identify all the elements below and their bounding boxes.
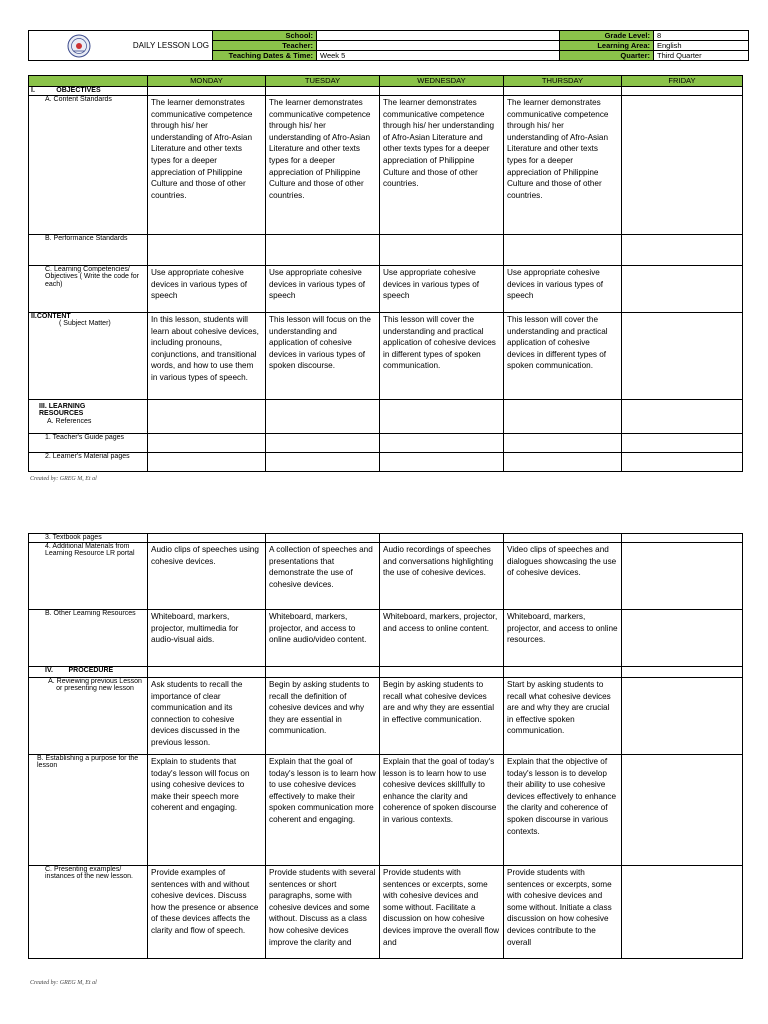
reviewing-monday: Ask students to recall the importance of clear communication and its connection to cohesive devices discussed in the previous lesson. [148, 678, 266, 755]
teacher-value [317, 41, 560, 51]
cell [148, 235, 266, 266]
competencies-friday [622, 266, 743, 313]
cell [148, 667, 266, 678]
competencies-wednesday: Use appropriate cohesive devices in various types of speech [380, 266, 504, 313]
other-thursday: Whiteboard, markers, projector, and access to online resources. [504, 610, 622, 667]
additional-tuesday: A collection of speeches and presentations that demonstrate the use of cohesive devices. [266, 543, 380, 610]
other-tuesday: Whiteboard, markers, projector, and access to online audio/video content. [266, 610, 380, 667]
competencies-label: C. Learning Competencies/ Objectives ( Write the code for each) [29, 266, 148, 313]
performance-standards-label: B. Performance Standards [29, 235, 148, 266]
corner-cell [29, 76, 148, 87]
purpose-wednesday: Explain that the goal of today's lesson is to learn how to use cohesive devices skillfully to enhance the clarity and coherence of spoken discourse in various contexts. [380, 755, 504, 866]
day-header-friday: FRIDAY [622, 76, 743, 87]
cell [622, 87, 743, 96]
cell [266, 87, 380, 96]
other-monday: Whiteboard, markers, projector, multimedia for audio-visual aids. [148, 610, 266, 667]
reviewing-tuesday: Begin by asking students to recall the definition of cohesive devices and why they are essential in communication. [266, 678, 380, 755]
quarter-value: Third Quarter [654, 51, 749, 61]
presenting-thursday: Provide students with sentences or excerpts, some with cohesive devices and some without. Initiate a class discussion on how cohesive devices contribute to the overall [504, 866, 622, 959]
footer-credit-page2: Created by: GREG M, Et al [30, 980, 97, 986]
presenting-monday: Provide examples of sentences with and without cohesive devices. Discuss how the presence or absence of these devices affects the clarity and flow of speech. [148, 866, 266, 959]
additional-friday [622, 543, 743, 610]
presenting-label: C. Presenting examples/ instances of the new lesson. [29, 866, 148, 959]
content-standards-monday: The learner demonstrates communicative competence through his/ her understanding of Afro-Asian Literature and other texts types for a deeper appreciation of Philippine Culture and those of other countries. [148, 96, 266, 235]
cell [504, 534, 622, 543]
quarter-label: Quarter: [560, 51, 654, 61]
footer-credit-page1: Created by: GREG M, Et al [30, 476, 97, 482]
learning-resources-label: III. LEARNING RESOURCES [39, 403, 86, 418]
grade-level-value: 8 [654, 31, 749, 41]
cell [266, 400, 380, 434]
content-sublabel: ( Subject Matter) [59, 320, 111, 328]
learning-area-value: English [654, 41, 749, 51]
purpose-thursday: Explain that the objective of today's lesson is to develop their ability to use cohesive devices effectively to enhance the clarity and coherence of spoken discourse in various contexts. [504, 755, 622, 866]
additional-materials-label: 4. Additional Materials from Learning Resource LR portal [29, 543, 148, 610]
presenting-wednesday: Provide students with sentences or excerpts, some with cohesive devices and some without. Facilitate a discussion on how cohesive devices improve the overall flow and [380, 866, 504, 959]
day-header-thursday: THURSDAY [504, 76, 622, 87]
competencies-thursday: Use appropriate cohesive devices in various types of speech [504, 266, 622, 313]
learning-area-label: Learning Area: [560, 41, 654, 51]
reviewing-friday [622, 678, 743, 755]
cell [622, 534, 743, 543]
school-value [317, 31, 560, 41]
content-thursday: This lesson will cover the understanding and practical application of cohesive devices in different types of spoken communication. [504, 313, 622, 400]
reviewing-thursday: Start by asking students to recall what cohesive devices are and why they are crucial in effective spoken communication. [504, 678, 622, 755]
cell [266, 235, 380, 266]
procedure-label: IV. PROCEDURE [29, 667, 148, 678]
cell [622, 400, 743, 434]
reviewing-wednesday: Begin by asking students to recall what cohesive devices are and why they are essential in effective communication. [380, 678, 504, 755]
cell [380, 667, 504, 678]
teaching-dates-label: Teaching Dates & Time: [213, 51, 317, 61]
cell [622, 667, 743, 678]
additional-monday: Audio clips of speeches using cohesive devices. [148, 543, 266, 610]
cell [504, 453, 622, 472]
cell [148, 534, 266, 543]
learners-material-label: 2. Learner's Material pages [29, 453, 148, 472]
content-tuesday: This lesson will focus on the understanding and application of cohesive devices in various types of spoken discourse. [266, 313, 380, 400]
other-wednesday: Whiteboard, markers, projector, and access to online content. [380, 610, 504, 667]
presenting-friday [622, 866, 743, 959]
cell [504, 667, 622, 678]
cell [380, 434, 504, 453]
content-monday: In this lesson, students will learn about cohesive devices, including pronouns, conjunctions, and transitional words, and how to use them in various types of speech. [148, 313, 266, 400]
cell [148, 434, 266, 453]
cell [380, 87, 504, 96]
teachers-guide-label: 1. Teacher's Guide pages [29, 434, 148, 453]
purpose-label: B. Establishing a purpose for the lesson [29, 755, 148, 866]
purpose-monday: Explain to students that today's lesson will focus on using cohesive devices to make their speech more coherent and engaging. [148, 755, 266, 866]
textbook-label: 3. Textbook pages [29, 534, 148, 543]
references-label: A. References [47, 417, 92, 425]
deped-seal-icon [59, 33, 99, 59]
other-friday [622, 610, 743, 667]
cell [504, 400, 622, 434]
document-title: DAILY LESSON LOG [132, 41, 209, 50]
cell [380, 235, 504, 266]
lesson-table-page1 [28, 75, 743, 472]
day-header-tuesday: TUESDAY [266, 76, 380, 87]
content-standards-wednesday: The learner demonstrates communicative competence through his/ her understanding of Afro-Asian Literature and other texts types for a deeper appreciation of Philippine Culture and those of other countries. [380, 96, 504, 235]
cell [266, 434, 380, 453]
day-header-monday: MONDAY [148, 76, 266, 87]
content-label-cell [29, 313, 148, 400]
content-standards-thursday: The learner demonstrates communicative competence through his/ her understanding of Afro-Asian Literature and other texts types for a deeper appreciation of Philippine Culture and those of other countries. [504, 96, 622, 235]
content-wednesday: This lesson will cover the understanding and practical application of cohesive devices in different types of spoken communication. [380, 313, 504, 400]
cell [148, 453, 266, 472]
reviewing-label: A. Reviewing previous Lesson or presenting new lesson [29, 678, 148, 755]
additional-wednesday: Audio recordings of speeches and conversations highlighting the use of cohesive devices. [380, 543, 504, 610]
cell [380, 400, 504, 434]
content-standards-label: A. Content Standards [29, 96, 148, 235]
purpose-tuesday: Explain that the goal of today's lesson is to learn how to use cohesive devices effectively to make their spoken communication more coherent and engaging. [266, 755, 380, 866]
cell [504, 87, 622, 96]
header-logo-title-cell [29, 31, 213, 61]
teaching-dates-value: Week 5 [317, 51, 560, 61]
cell [266, 534, 380, 543]
objectives-label: I. OBJECTIVES [29, 87, 148, 96]
school-label: School: [213, 31, 317, 41]
additional-thursday: Video clips of speeches and dialogues showcasing the use of cohesive devices. [504, 543, 622, 610]
learning-resources-cell [29, 400, 148, 434]
other-resources-label: B. Other Learning Resources [29, 610, 148, 667]
teacher-label: Teacher: [213, 41, 317, 51]
cell [380, 534, 504, 543]
presenting-tuesday: Provide students with several sentences or short paragraphs, some with cohesive devices and some without. Discuss as a class how cohesive devices improve the clarity and [266, 866, 380, 959]
cell [622, 434, 743, 453]
content-standards-tuesday: The learner demonstrates communicative competence through his/ her understanding of Afro-Asian Literature and other texts types for a deeper appreciation of Philippine Culture and those of other countries. [266, 96, 380, 235]
grade-level-label: Grade Level: [560, 31, 654, 41]
header-table [28, 30, 749, 61]
day-header-wednesday: WEDNESDAY [380, 76, 504, 87]
cell [266, 667, 380, 678]
cell [504, 235, 622, 266]
cell [148, 87, 266, 96]
cell [622, 453, 743, 472]
cell [266, 453, 380, 472]
cell [148, 400, 266, 434]
competencies-monday: Use appropriate cohesive devices in various types of speech [148, 266, 266, 313]
content-standards-friday [622, 96, 743, 235]
purpose-friday [622, 755, 743, 866]
cell [504, 434, 622, 453]
cell [622, 235, 743, 266]
cell [380, 453, 504, 472]
content-label: II.CONTENT [31, 313, 71, 320]
content-friday [622, 313, 743, 400]
competencies-tuesday: Use appropriate cohesive devices in various types of speech [266, 266, 380, 313]
lesson-table-page2 [28, 533, 743, 959]
